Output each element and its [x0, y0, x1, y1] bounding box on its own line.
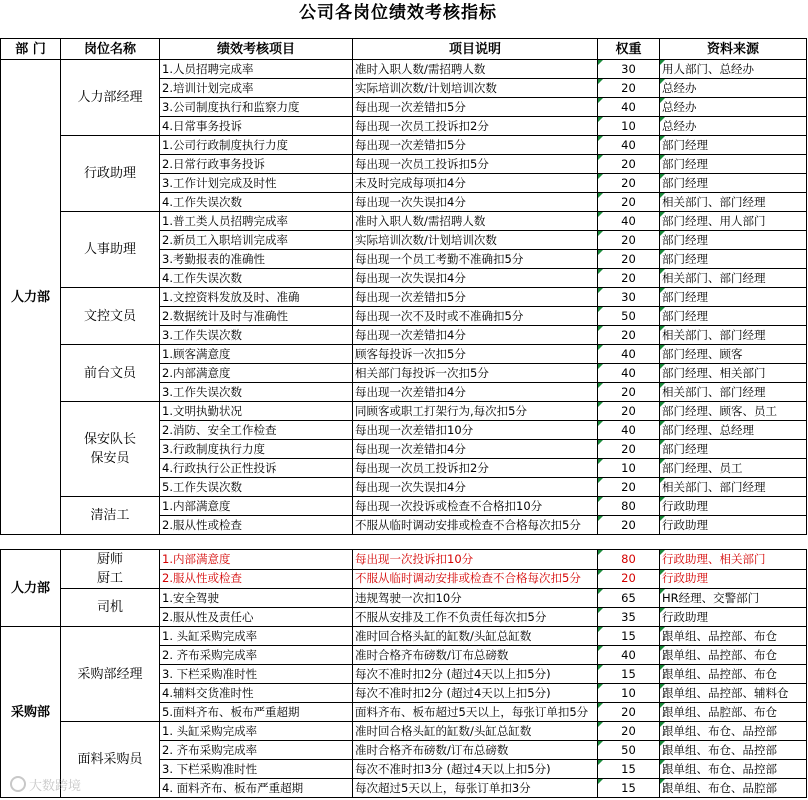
weight-cell: 20: [598, 250, 660, 269]
description-cell: 每出现一次失误扣4分: [353, 269, 598, 288]
sheet-title: [0, 0, 808, 34]
source-cell: 部门经理: [660, 155, 807, 174]
source-cell: 部门经理: [660, 307, 807, 326]
weight-cell: 40: [598, 364, 660, 383]
position-name-line: 保安队长: [83, 432, 136, 447]
cell-comment-marker: [660, 345, 665, 350]
spacer-cell: [598, 535, 660, 550]
table-row: [1, 212, 807, 231]
cell-comment-marker: [598, 722, 603, 727]
table-row: [1, 288, 807, 307]
description-cell: 每出现一次不及时或不准确扣5分: [353, 307, 598, 326]
watermark: [10, 775, 81, 794]
position-cell: [61, 288, 160, 345]
description-cell: 不服从临时调动安排或检查不合格每次扣5分: [353, 516, 598, 535]
kpi-item-cell: 2.服从性或检查: [160, 569, 353, 589]
table-row: [1, 589, 807, 608]
description-cell: 不服从临时调动安排或检查不合格每次扣5分: [353, 569, 598, 589]
cell-comment-marker: [660, 250, 665, 255]
kpi-item-cell: 3.工作失误次数: [160, 326, 353, 345]
cell-comment-marker: [598, 383, 603, 388]
weight-cell: 20: [598, 402, 660, 421]
description-cell: 每出现一次差错扣5分: [353, 136, 598, 155]
position-name-line: 采购部经理: [77, 666, 143, 682]
description-cell: 每出现一次员工投诉扣5分: [353, 155, 598, 174]
cell-comment-marker: [598, 326, 603, 331]
table-body: [1, 60, 807, 798]
cell-comment-marker: [660, 497, 665, 502]
kpi-item-cell: 1.普工类人员招聘完成率: [160, 212, 353, 231]
weight-cell: 20: [598, 326, 660, 345]
cell-comment-marker: [598, 307, 603, 312]
kpi-item-cell: 1. 头缸采购完成率: [160, 722, 353, 741]
description-cell: 不服从安排及工作不负责任每次扣5分: [353, 608, 598, 627]
cell-comment-marker: [598, 193, 603, 198]
kpi-item-cell: 1.内部满意度: [160, 497, 353, 516]
cell-comment-marker: [660, 231, 665, 236]
description-cell: 每出现一次差错扣4分: [353, 383, 598, 402]
description-cell: 准时回合格头缸的缸数/头缸总缸数: [353, 722, 598, 741]
watermark-text: 大数跨境: [29, 779, 82, 794]
cell-comment-marker: [598, 288, 603, 293]
weight-cell: 10: [598, 117, 660, 136]
weight-cell: 30: [598, 288, 660, 307]
cell-comment-marker: [598, 550, 603, 555]
kpi-item-cell: 2.服从性或检查: [160, 516, 353, 535]
spacer-row: [1, 535, 807, 550]
description-cell: 每出现一次差错扣4分: [353, 440, 598, 459]
position-cell: [61, 627, 160, 722]
watermark-logo-icon: [10, 776, 26, 792]
weight-cell: 20: [598, 478, 660, 497]
kpi-item-cell: 1.公司行政制度执行力度: [160, 136, 353, 155]
cell-comment-marker: [660, 570, 665, 575]
cell-comment-marker: [598, 646, 603, 651]
cell-comment-marker: [660, 684, 665, 689]
kpi-item-cell: 4.工作失误次数: [160, 193, 353, 212]
cell-comment-marker: [598, 269, 603, 274]
cell-comment-marker: [660, 79, 665, 84]
kpi-item-cell: 5.工作失误次数: [160, 478, 353, 497]
kpi-item-cell: 3.公司制度执行和监察力度: [160, 98, 353, 117]
kpi-item-cell: 1.文控资料发放及时、准确: [160, 288, 353, 307]
source-cell: 部门经理: [660, 250, 807, 269]
cell-comment-marker: [660, 550, 665, 555]
kpi-item-cell: 3.工作计划完成及时性: [160, 174, 353, 193]
description-cell: 准时回合格头缸的缸数/头缸总缸数: [353, 627, 598, 646]
weight-cell: 20: [598, 383, 660, 402]
sheet-title-text: 公司各岗位绩效考核指标: [299, 3, 497, 23]
spacer-cell: [660, 535, 807, 550]
kpi-item-cell: 2.服从性及责任心: [160, 608, 353, 627]
cell-comment-marker: [598, 60, 603, 65]
position-cell: [61, 497, 160, 535]
table-row: [1, 60, 807, 79]
weight-cell: 30: [598, 60, 660, 79]
cell-comment-marker: [598, 98, 603, 103]
header-kpi-item: 绩效考核项目: [160, 39, 353, 60]
source-cell: 部门经理: [660, 288, 807, 307]
source-cell: 行政助理: [660, 516, 807, 535]
spacer-cell: [353, 535, 598, 550]
source-cell: 总经办: [660, 98, 807, 117]
weight-cell: 40: [598, 345, 660, 364]
source-cell: 跟单组、品控部、辅料仓: [660, 684, 807, 703]
weight-cell: 20: [598, 231, 660, 250]
position-name-line: 司机: [96, 600, 123, 615]
cell-comment-marker: [660, 646, 665, 651]
cell-comment-marker: [660, 383, 665, 388]
cell-comment-marker: [598, 345, 603, 350]
kpi-item-cell: 5.面料齐布、板布严重超期: [160, 703, 353, 722]
source-cell: 跟单组、布仓、品控部: [660, 722, 807, 741]
weight-cell: 65: [598, 589, 660, 608]
weight-cell: 20: [598, 516, 660, 535]
cell-comment-marker: [598, 117, 603, 122]
weight-cell: 15: [598, 627, 660, 646]
source-cell: HR经理、交警部门: [660, 589, 807, 608]
source-cell: 部门经理: [660, 231, 807, 250]
cell-comment-marker: [598, 79, 603, 84]
weight-cell: 35: [598, 608, 660, 627]
position-cell: [61, 589, 160, 627]
cell-comment-marker: [598, 741, 603, 746]
description-cell: 面料齐布、板布超过5天以上，每张订单扣5分: [353, 703, 598, 722]
kpi-item-cell: 2.消防、安全工作检查: [160, 421, 353, 440]
cell-comment-marker: [598, 497, 603, 502]
dept-cell: 人力部: [1, 60, 61, 535]
position-cell: [61, 60, 160, 136]
source-cell: 部门经理、顾客、员工: [660, 402, 807, 421]
description-cell: 每出现一次员工投诉扣2分: [353, 459, 598, 478]
description-cell: 准时入职人数/需招聘人数: [353, 212, 598, 231]
weight-cell: 20: [598, 440, 660, 459]
kpi-item-cell: 2.数据统计及时与准确性: [160, 307, 353, 326]
cell-comment-marker: [660, 288, 665, 293]
dept-cell: 采购部: [1, 627, 61, 798]
weight-cell: 50: [598, 741, 660, 760]
dept-cell: 人力部: [1, 550, 61, 627]
description-cell: 实际培训次数/计划培训次数: [353, 231, 598, 250]
source-cell: 跟单组、品腔部、布仓: [660, 703, 807, 722]
source-cell: 跟单组、品控部、布仓: [660, 646, 807, 665]
description-cell: 相关部门每投诉一次扣5分: [353, 364, 598, 383]
cell-comment-marker: [598, 589, 603, 594]
kpi-item-cell: 2. 齐布采购完成率: [160, 741, 353, 760]
kpi-item-cell: 1.人员招聘完成率: [160, 60, 353, 79]
kpi-item-cell: 4.日常事务投诉: [160, 117, 353, 136]
cell-comment-marker: [660, 60, 665, 65]
weight-cell: 50: [598, 307, 660, 326]
description-cell: 同顾客或职工打架行为,每次扣5分: [353, 402, 598, 421]
position-cell: [61, 345, 160, 402]
kpi-item-cell: 2. 齐布采购完成率: [160, 646, 353, 665]
table-row: [1, 722, 807, 741]
kpi-item-cell: 1.安全驾驶: [160, 589, 353, 608]
kpi-item-cell: 4.辅料交货准时性: [160, 684, 353, 703]
position-cell: [61, 402, 160, 497]
source-cell: 跟单组、品控部、布仓: [660, 627, 807, 646]
cell-comment-marker: [660, 326, 665, 331]
cell-comment-marker: [660, 665, 665, 670]
table-row: [1, 136, 807, 155]
cell-comment-marker: [660, 440, 665, 445]
description-cell: 每出现一次差错扣4分: [353, 326, 598, 345]
kpi-item-cell: 2.日常行政事务投诉: [160, 155, 353, 174]
weight-cell: 20: [598, 174, 660, 193]
cell-comment-marker: [598, 231, 603, 236]
cell-comment-marker: [598, 250, 603, 255]
source-cell: 行政助理: [660, 497, 807, 516]
weight-cell: 15: [598, 760, 660, 779]
source-cell: 相关部门、部门经理: [660, 478, 807, 497]
cell-comment-marker: [660, 174, 665, 179]
cell-comment-marker: [598, 459, 603, 464]
cell-comment-marker: [660, 269, 665, 274]
cell-comment-marker: [598, 364, 603, 369]
cell-comment-marker: [660, 421, 665, 426]
cell-comment-marker: [660, 608, 665, 613]
cell-comment-marker: [598, 570, 603, 575]
description-cell: 未及时完成每项扣4分: [353, 174, 598, 193]
weight-cell: 20: [598, 79, 660, 98]
kpi-item-cell: 4.工作失误次数: [160, 269, 353, 288]
source-cell: 相关部门、部门经理: [660, 269, 807, 288]
kpi-item-cell: 3. 下栏采购准时性: [160, 760, 353, 779]
source-cell: 总经办: [660, 79, 807, 98]
source-cell: 部门经理: [660, 136, 807, 155]
source-cell: 部门经理、员工: [660, 459, 807, 478]
source-cell: 行政助理: [660, 608, 807, 627]
source-cell: 行政助理: [660, 569, 807, 589]
description-cell: 每出现一次差错扣10分: [353, 421, 598, 440]
kpi-table: [0, 38, 807, 798]
source-cell: 部门经理、总经理: [660, 421, 807, 440]
weight-cell: 80: [598, 550, 660, 570]
source-cell: 相关部门、部门经理: [660, 383, 807, 402]
cell-comment-marker: [660, 760, 665, 765]
position-name-line: 人力部经理: [77, 90, 143, 105]
kpi-item-cell: 1.文明执勤状况: [160, 402, 353, 421]
source-cell: 用人部门、总经办: [660, 60, 807, 79]
header-source: 资料来源: [660, 39, 807, 60]
header-position: 岗位名称: [61, 39, 160, 60]
cell-comment-marker: [660, 117, 665, 122]
cell-comment-marker: [660, 703, 665, 708]
weight-cell: 10: [598, 459, 660, 478]
source-cell: 跟单组、品控部、布仓: [660, 665, 807, 684]
spacer-cell: [160, 535, 353, 550]
weight-cell: 10: [598, 684, 660, 703]
cell-comment-marker: [660, 516, 665, 521]
table-row: [1, 550, 807, 570]
cell-comment-marker: [660, 402, 665, 407]
cell-comment-marker: [660, 741, 665, 746]
description-cell: 每次不准时扣3分 (超过4天以上扣5分): [353, 760, 598, 779]
cell-comment-marker: [598, 684, 603, 689]
cell-comment-marker: [598, 174, 603, 179]
cell-comment-marker: [598, 155, 603, 160]
description-cell: 每出现一次失误扣4分: [353, 193, 598, 212]
description-cell: 每出现一次失误扣4分: [353, 478, 598, 497]
weight-cell: 20: [598, 155, 660, 174]
header-description: 项目说明: [353, 39, 598, 60]
cell-comment-marker: [598, 478, 603, 483]
spacer-cell: [1, 535, 61, 550]
cell-comment-marker: [598, 136, 603, 141]
description-cell: 每次超过5天以上，每张订单扣3分: [353, 779, 598, 798]
cell-comment-marker: [598, 779, 603, 784]
weight-cell: 20: [598, 722, 660, 741]
description-cell: 每出现一次差错扣5分: [353, 288, 598, 307]
source-cell: 跟单组、布仓、品控部: [660, 741, 807, 760]
position-name-line: 厨师: [96, 552, 123, 567]
description-cell: 实际培训次数/计划培训次数: [353, 79, 598, 98]
header-dept: 部 门: [1, 39, 61, 60]
description-cell: 每出现一次员工投诉扣2分: [353, 117, 598, 136]
position-cell: [61, 550, 160, 589]
weight-cell: 80: [598, 497, 660, 516]
weight-cell: 20: [598, 569, 660, 589]
kpi-item-cell: 1.内部满意度: [160, 550, 353, 570]
header-weight: 权重: [598, 39, 660, 60]
weight-cell: 20: [598, 193, 660, 212]
cell-comment-marker: [598, 608, 603, 613]
description-cell: 每出现一次投诉或检查不合格扣10分: [353, 497, 598, 516]
description-cell: 准时入职人数/需招聘人数: [353, 60, 598, 79]
kpi-item-cell: 2.培训计划完成率: [160, 79, 353, 98]
cell-comment-marker: [598, 440, 603, 445]
cell-comment-marker: [660, 193, 665, 198]
description-cell: 每出现一次投诉扣10分: [353, 550, 598, 570]
cell-comment-marker: [660, 722, 665, 727]
spacer-cell: [61, 535, 160, 550]
cell-comment-marker: [598, 402, 603, 407]
weight-cell: 40: [598, 98, 660, 117]
cell-comment-marker: [660, 459, 665, 464]
position-name-line: 厨工: [96, 571, 123, 586]
cell-comment-marker: [598, 212, 603, 217]
table-row: [1, 627, 807, 646]
cell-comment-marker: [660, 779, 665, 784]
description-cell: 违规驾驶一次扣10分: [353, 589, 598, 608]
kpi-item-cell: 3.行政制度执行力度: [160, 440, 353, 459]
source-cell: 部门经理、顾客: [660, 345, 807, 364]
weight-cell: 15: [598, 665, 660, 684]
header-row: [1, 39, 807, 60]
source-cell: 跟单组、布仓、品腔部: [660, 779, 807, 798]
kpi-item-cell: 4.行政执行公正性投诉: [160, 459, 353, 478]
cell-comment-marker: [660, 136, 665, 141]
cell-comment-marker: [660, 155, 665, 160]
cell-comment-marker: [660, 364, 665, 369]
cell-comment-marker: [598, 760, 603, 765]
position-name-line: 行政助理: [83, 166, 136, 181]
cell-comment-marker: [660, 307, 665, 312]
kpi-item-cell: 3. 下栏采购准时性: [160, 665, 353, 684]
cell-comment-marker: [598, 421, 603, 426]
cell-comment-marker: [598, 703, 603, 708]
source-cell: 行政助理、相关部门: [660, 550, 807, 570]
kpi-item-cell: 4. 面料齐布、板布严重超期: [160, 779, 353, 798]
weight-cell: 40: [598, 212, 660, 231]
cell-comment-marker: [598, 665, 603, 670]
weight-cell: 40: [598, 421, 660, 440]
description-cell: 准时合格齐布磅数/订布总磅数: [353, 741, 598, 760]
position-name-line: 清洁工: [90, 508, 130, 523]
description-cell: 准时合格齐布磅数/订布总磅数: [353, 646, 598, 665]
source-cell: 部门经理: [660, 440, 807, 459]
description-cell: 每次不准时扣2分 (超过4天以上扣5分): [353, 684, 598, 703]
cell-comment-marker: [660, 478, 665, 483]
position-name-line: 文控文员: [83, 308, 136, 324]
cell-comment-marker: [598, 627, 603, 632]
description-cell: 每出现一个员工考勤不准确扣5分: [353, 250, 598, 269]
weight-cell: 20: [598, 269, 660, 288]
position-cell: [61, 136, 160, 212]
table-row: [1, 497, 807, 516]
source-cell: 部门经理、相关部门: [660, 364, 807, 383]
source-cell: 部门经理、用人部门: [660, 212, 807, 231]
position-name-line: 保安员: [90, 451, 130, 466]
kpi-item-cell: 3.工作失误次数: [160, 383, 353, 402]
kpi-item-cell: 3.考勤报表的准确性: [160, 250, 353, 269]
position-name-line: 人事助理: [83, 242, 136, 257]
cell-comment-marker: [660, 627, 665, 632]
source-cell: 相关部门、部门经理: [660, 193, 807, 212]
source-cell: 跟单组、布仓、品控部: [660, 760, 807, 779]
kpi-item-cell: 2.内部满意度: [160, 364, 353, 383]
position-cell: [61, 212, 160, 288]
description-cell: 每次不准时扣2分 (超过4天以上扣5分): [353, 665, 598, 684]
description-cell: 每出现一次差错扣5分: [353, 98, 598, 117]
source-cell: 总经办: [660, 117, 807, 136]
table-row: [1, 345, 807, 364]
kpi-item-cell: 1. 头缸采购完成率: [160, 627, 353, 646]
source-cell: 部门经理: [660, 174, 807, 193]
weight-cell: 20: [598, 703, 660, 722]
kpi-item-cell: 1.顾客满意度: [160, 345, 353, 364]
weight-cell: 15: [598, 779, 660, 798]
source-cell: 相关部门、部门经理: [660, 326, 807, 345]
cell-comment-marker: [598, 516, 603, 521]
cell-comment-marker: [660, 212, 665, 217]
position-name-line: 面料采购员: [77, 752, 143, 767]
kpi-item-cell: 2.新员工入职培训完成率: [160, 231, 353, 250]
position-name-line: 前台文员: [83, 365, 136, 381]
description-cell: 顾客每投诉一次扣5分: [353, 345, 598, 364]
cell-comment-marker: [660, 98, 665, 103]
weight-cell: 40: [598, 646, 660, 665]
cell-comment-marker: [660, 589, 665, 594]
weight-cell: 40: [598, 136, 660, 155]
table-row: [1, 402, 807, 421]
